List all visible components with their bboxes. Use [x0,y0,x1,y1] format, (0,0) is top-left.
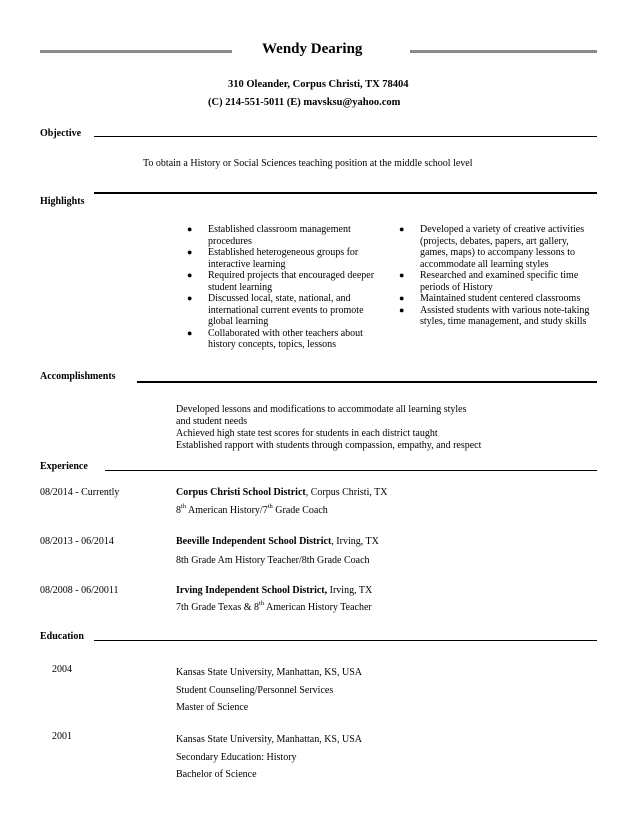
accomplishment-line: and student needs [176,416,248,427]
header-rule-left [40,50,232,53]
section-heading-highlights: Highlights [40,196,85,207]
education-degree: Master of Science [176,702,249,713]
job-role: 7th Grade Texas & 8th American History Teacher [176,600,372,613]
section-heading-accomplishments: Accomplishments [40,371,116,382]
job-dates: 08/2008 - 06/20011 [40,585,119,596]
objective-text: To obtain a History or Social Sciences teaching position at the middle school level [143,158,473,169]
employer-location: , Irving, TX [331,536,379,547]
bullet-icon: ● [187,327,193,338]
experience-rule [105,470,597,471]
highlights-rule [94,192,597,194]
education-school: Kansas State University, Manhattan, KS, USA [176,667,362,678]
education-field: Secondary Education: History [176,751,297,763]
candidate-name: Wendy Dearing [262,41,363,57]
bullet-icon: ● [187,270,193,280]
header-rule-right [410,50,597,53]
job-employer-line [176,487,388,498]
education-year: 2001 [52,731,72,742]
list-item: ● Required projects that encouraged deeper student learning [187,270,375,293]
employer-name: Corpus Christi School District [176,487,306,498]
job-role: 8th American History/7th Grade Coach [176,503,328,516]
list-item: ● Maintained student centered classrooms [399,293,581,304]
employer-name: Irving Independent School District, [176,585,328,596]
education-rule [94,640,597,641]
list-item: ● Established heterogeneous groups for interactive learning [187,247,359,270]
bullet-icon: ● [187,293,193,303]
job-role: 8th Grade Am History Teacher/8th Grade Coach [176,555,370,566]
job-dates: 08/2014 - Currently [40,487,120,498]
accomplishments-rule [137,381,597,383]
bullet-icon: ● [187,247,193,257]
education-year: 2004 [52,664,72,675]
employer-name: Beeville Independent School District [176,536,332,547]
section-heading-objective: Objective [40,128,82,139]
list-item: ● Developed a variety of creative activities (projects, debates, papers, art gallery, games, maps) to accompany lessons to accommodate all learning styles [399,224,585,270]
education-school: Kansas State University, Manhattan, KS, USA [176,734,362,745]
list-item: ● Discussed local, state, national, and international current events to promote global learning [187,293,364,327]
education-field: Student Counseling/Personnel Services [176,684,334,696]
bullet-icon: ● [399,224,405,234]
list-item: ● Collaborated with other teachers about history concepts, topics, lessons [187,327,363,350]
job-employer-line [176,585,372,596]
list-item: ● Researched and examined specific time periods of History [399,270,579,293]
job-employer-line [176,536,379,547]
bullet-icon: ● [399,270,405,280]
accomplishments-text [176,404,481,452]
education-entry [176,664,362,717]
section-heading-education: Education [40,631,84,642]
job-dates: 08/2013 - 06/2014 [40,536,114,547]
employer-location: Irving, TX [327,585,373,596]
section-heading-experience: Experience [40,461,88,472]
list-item: ● Established classroom management procedures [187,224,351,247]
highlights-list-left [176,224,376,351]
employer-location: , Corpus Christi, TX [305,487,388,498]
accomplishment-line: Developed lessons and modifications to accommodate all learning styles [176,404,467,415]
education-entry [176,731,362,784]
bullet-icon: ● [399,293,405,303]
bullet-icon: ● [399,304,405,315]
highlights-list-right [388,224,598,328]
accomplishment-line: Achieved high state test scores for students in each district taught [176,428,438,439]
bullet-icon: ● [187,224,193,234]
objective-rule [94,136,597,137]
address: 310 Oleander, Corpus Christi, TX 78404 [228,79,409,90]
contact-info: (C) 214-551-5011 (E) mavsksu@yahoo.com [208,97,401,108]
education-degree: Bachelor of Science [176,769,257,780]
list-item: ● Assisted students with various note-taking styles, time management, and study skills [399,304,590,327]
accomplishment-line: Established rapport with students through compassion, empathy, and respect [176,440,482,451]
